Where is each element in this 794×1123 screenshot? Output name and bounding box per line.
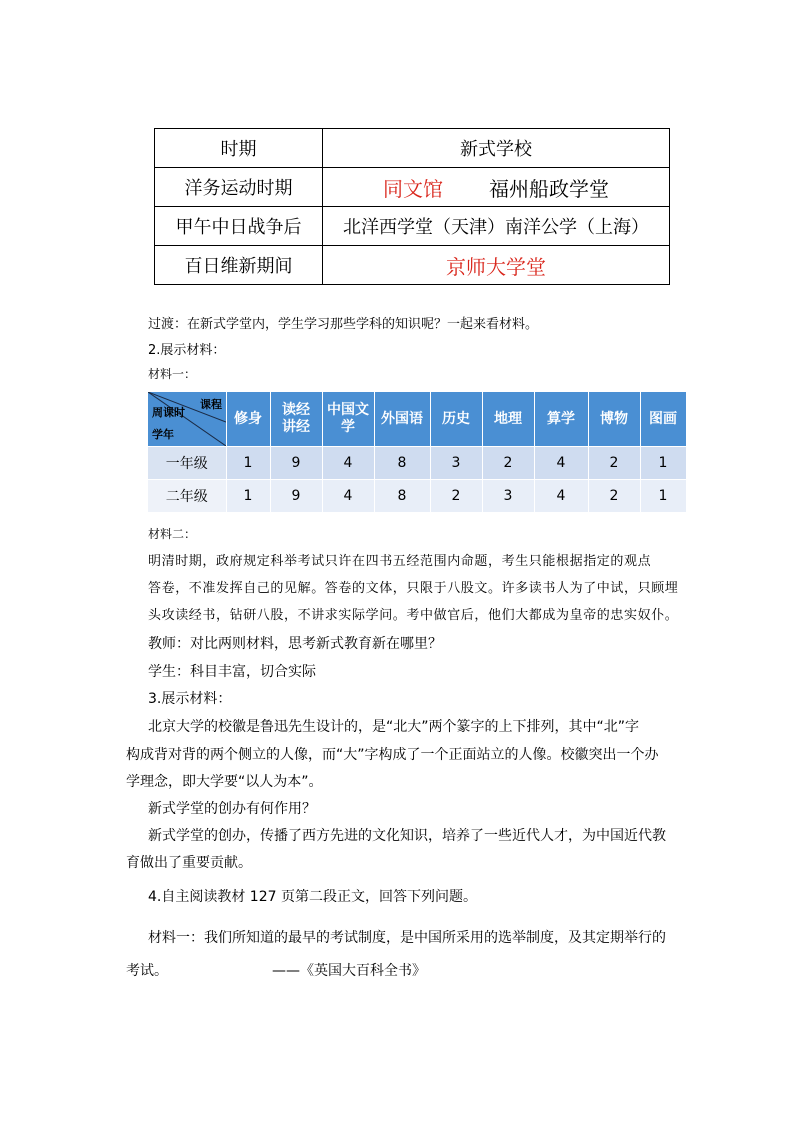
teacher-prompt: 教师：对比两则材料，思考新式教育新在哪里？: [148, 636, 442, 652]
schools-cell: 北洋西学堂（天津）南洋公学（上海）: [323, 207, 670, 246]
hours-cell: 1: [226, 480, 270, 513]
hours-cell: 2: [588, 480, 640, 513]
step-2-heading: 2.展示材料：: [148, 343, 226, 358]
hours-cell: 3: [430, 447, 482, 480]
schools-cell: [323, 168, 670, 207]
course-label: 中国文学: [327, 402, 369, 435]
hours-cell: 4: [322, 447, 374, 480]
material-2-line: 头攻读经书，钻研八股，不讲求实际学问。考中做官后，他们大都成为皇帝的忠实奴仆。: [148, 608, 679, 623]
table-row: [155, 246, 670, 285]
hours-cell: 2: [588, 447, 640, 480]
pku-badge-line: 北京大学的校徽是鲁迅先生设计的，是“北大”两个篆字的上下排列，其中“北”字: [148, 719, 640, 735]
table-row: [148, 480, 686, 513]
course-header: [270, 392, 322, 447]
corner-cell: [148, 392, 226, 447]
school-name: 同文馆: [383, 176, 443, 201]
transition-text: 过渡：在新式学堂内，学生学习那些学科的知识呢？一起来看材料。: [148, 317, 539, 332]
curriculum-header-row: [148, 392, 686, 447]
grade-label: 一年级: [148, 447, 226, 480]
student-answer: 学生：科目丰富，切合实际: [148, 664, 316, 680]
period-cell: 百日维新期间: [155, 246, 323, 285]
table-row: [148, 447, 686, 480]
course-header: 地理: [482, 392, 534, 447]
hours-cell: 4: [534, 447, 588, 480]
final-material-line: 考试。: [126, 963, 168, 979]
schools-table-header: [155, 129, 670, 168]
course-header: 图画: [640, 392, 686, 447]
school-name: 京师大学堂: [446, 254, 546, 279]
hours-cell: 1: [640, 447, 686, 480]
table-row: [155, 168, 670, 207]
hours-cell: 1: [640, 480, 686, 513]
course-header: 外国语: [374, 392, 430, 447]
period-cell: 洋务运动时期: [155, 168, 323, 207]
school-name: 福州船政学堂: [489, 176, 609, 201]
step-3-heading: 3.展示材料：: [148, 691, 232, 707]
pku-badge-line: 构成背对背的两个侧立的人像，而“大”字构成了一个正面站立的人像。校徽突出一个办: [126, 747, 659, 763]
period-cell: 甲午中日战争后: [155, 207, 323, 246]
corner-top-label: 课程: [200, 398, 222, 411]
material-1-label: 材料一：: [148, 367, 197, 381]
material-2-label: 材料二：: [148, 527, 197, 541]
material-2-line: 明清时期，政府规定科举考试只许在四书五经范围内命题，考生只能根据指定的观点: [148, 554, 652, 569]
hours-cell: 8: [374, 480, 430, 513]
final-source: ——《英国大百科全书》: [272, 963, 426, 979]
material-2-line: 答卷，不准发挥自己的见解。答卷的文体，只限于八股文。许多读书人为了中试，只顾埋: [148, 581, 679, 596]
schools-table: [154, 128, 670, 285]
course-header: 算学: [534, 392, 588, 447]
hours-cell: 8: [374, 447, 430, 480]
question-text: 新式学堂的创办有何作用？: [148, 801, 316, 817]
hours-cell: 9: [270, 480, 322, 513]
corner-middle-label: 周课时: [152, 406, 185, 419]
header-period: 时期: [155, 129, 323, 168]
course-label: 读经讲经: [282, 402, 310, 435]
hours-cell: 4: [322, 480, 374, 513]
header-schools: 新式学校: [323, 129, 670, 168]
schools-cell: [323, 246, 670, 285]
table-row: [155, 207, 670, 246]
course-header: 博物: [588, 392, 640, 447]
hours-cell: 2: [482, 447, 534, 480]
corner-bottom-label: 学年: [152, 428, 174, 441]
course-header: 历史: [430, 392, 482, 447]
answer-line: 新式学堂的创办，传播了西方先进的文化知识，培养了一些近代人才，为中国近代教: [148, 828, 666, 844]
grade-label: 二年级: [148, 480, 226, 513]
curriculum-table: [148, 392, 687, 512]
pku-badge-line: 学理念，即大学要“以人为本”。: [126, 774, 323, 790]
step-4-heading: 4.自主阅读教材 127 页第二段正文，回答下列问题。: [148, 889, 477, 905]
course-header: [322, 392, 374, 447]
hours-cell: 4: [534, 480, 588, 513]
hours-cell: 2: [430, 480, 482, 513]
course-header: 修身: [226, 392, 270, 447]
hours-cell: 1: [226, 447, 270, 480]
hours-cell: 9: [270, 447, 322, 480]
answer-line: 育做出了重要贡献。: [126, 855, 252, 871]
hours-cell: 3: [482, 480, 534, 513]
final-material-line: 材料一：我们所知道的最早的考试制度，是中国所采用的选举制度，及其定期举行的: [148, 930, 666, 946]
